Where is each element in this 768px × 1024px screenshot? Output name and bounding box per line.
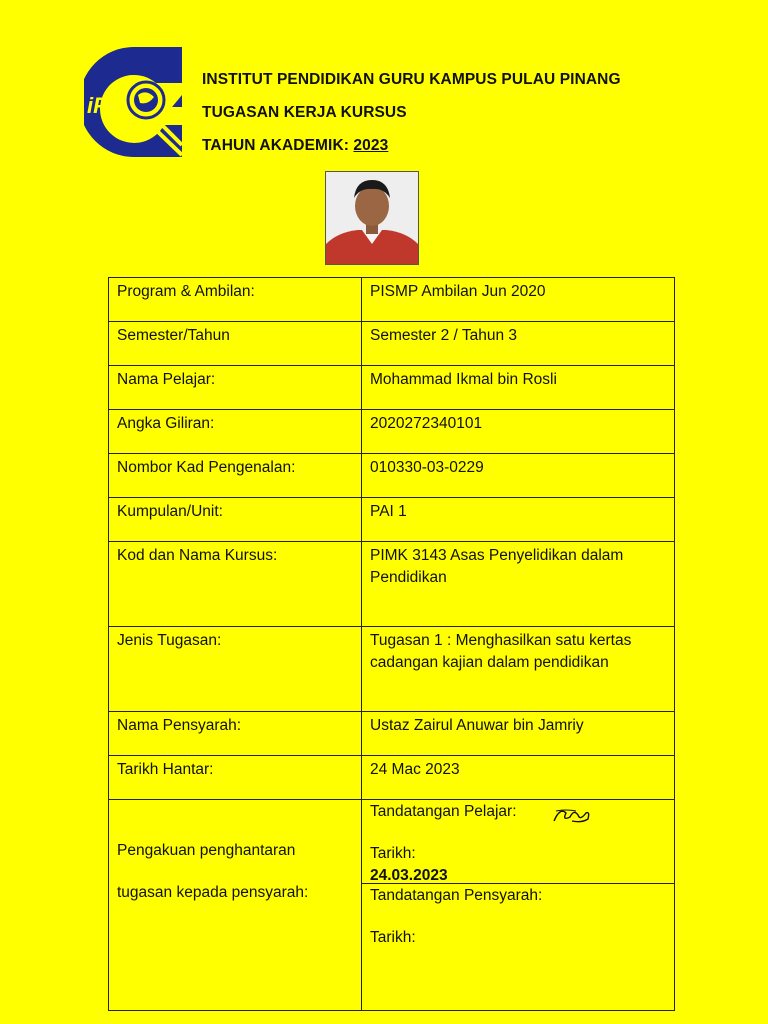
student-date-value: 24.03.2023 xyxy=(370,867,448,884)
svg-text:iPG: iPG xyxy=(87,93,125,118)
table-row-submit-date xyxy=(109,756,675,800)
table-row xyxy=(109,454,675,498)
submit-date-label: Tarikh Hantar: xyxy=(117,761,214,778)
row-label: Nama Pelajar: xyxy=(117,371,216,388)
ipg-logo xyxy=(84,45,184,160)
row-value: PAI 1 xyxy=(370,503,407,520)
submit-date-value: 24 Mac 2023 xyxy=(370,761,460,778)
table-row-lecturer xyxy=(109,712,675,756)
course-label: Kod dan Nama Kursus: xyxy=(117,547,278,564)
ack-label-line-2: tugasan kepada pensyarah: xyxy=(117,884,309,901)
task-line-1: Tugasan 1 : Menghasilkan satu kertas xyxy=(370,632,632,649)
task-line-2: cadangan kajian dalam pendidikan xyxy=(370,654,609,671)
row-label: Kumpulan/Unit: xyxy=(117,503,223,520)
row-label: Program & Ambilan: xyxy=(117,283,255,300)
row-label: Angka Giliran: xyxy=(117,415,215,432)
table-row-acknowledgement xyxy=(109,800,675,1011)
table-row-course xyxy=(109,542,675,627)
student-date xyxy=(370,843,674,887)
row-value: 2020272340101 xyxy=(370,415,483,432)
table-row xyxy=(109,322,675,366)
academic-year-value: 2023 xyxy=(353,137,389,154)
row-label: Semester/Tahun xyxy=(117,327,230,344)
table-row xyxy=(109,410,675,454)
institute-name: INSTITUT PENDIDIKAN GURU KAMPUS PULAU PINANG xyxy=(202,71,621,88)
row-value: Semester 2 / Tahun 3 xyxy=(370,327,518,344)
row-label: Nombor Kad Pengenalan: xyxy=(117,459,296,476)
student-signature-block xyxy=(362,800,674,884)
row-value: 010330-03-0229 xyxy=(370,459,484,476)
table-row xyxy=(109,366,675,410)
student-photo xyxy=(325,171,419,265)
table-row xyxy=(109,278,675,322)
lecturer-label: Nama Pensyarah: xyxy=(117,717,242,734)
row-value: Mohammad Ikmal bin Rosli xyxy=(370,371,557,388)
assignment-title: TUGASAN KERJA KURSUS xyxy=(202,104,407,121)
student-date-label: Tarikh: xyxy=(370,845,416,862)
document-header xyxy=(202,70,621,169)
lecturer-value: Ustaz Zairul Anuwar bin Jamriy xyxy=(370,717,584,734)
lecturer-date-label: Tarikh: xyxy=(370,929,416,946)
academic-year-label: TAHUN AKADEMIK: xyxy=(202,137,354,154)
student-signature xyxy=(552,803,592,827)
lecturer-signature-block xyxy=(362,884,674,949)
ack-label-line-1: Pengakuan penghantaran xyxy=(117,842,296,859)
student-signature-label: Tandatangan Pelajar: xyxy=(370,803,517,820)
academic-year xyxy=(202,136,621,156)
submission-table xyxy=(108,277,675,1011)
course-code: PIMK 3143 xyxy=(370,547,447,564)
course-name: Asas Penyelidikan dalam Pendidikan xyxy=(370,547,624,586)
task-label: Jenis Tugasan: xyxy=(117,632,222,649)
table-row-task xyxy=(109,627,675,712)
table-row xyxy=(109,498,675,542)
row-value: PISMP Ambilan Jun 2020 xyxy=(370,283,546,300)
lecturer-signature-label: Tandatangan Pensyarah: xyxy=(370,887,543,904)
